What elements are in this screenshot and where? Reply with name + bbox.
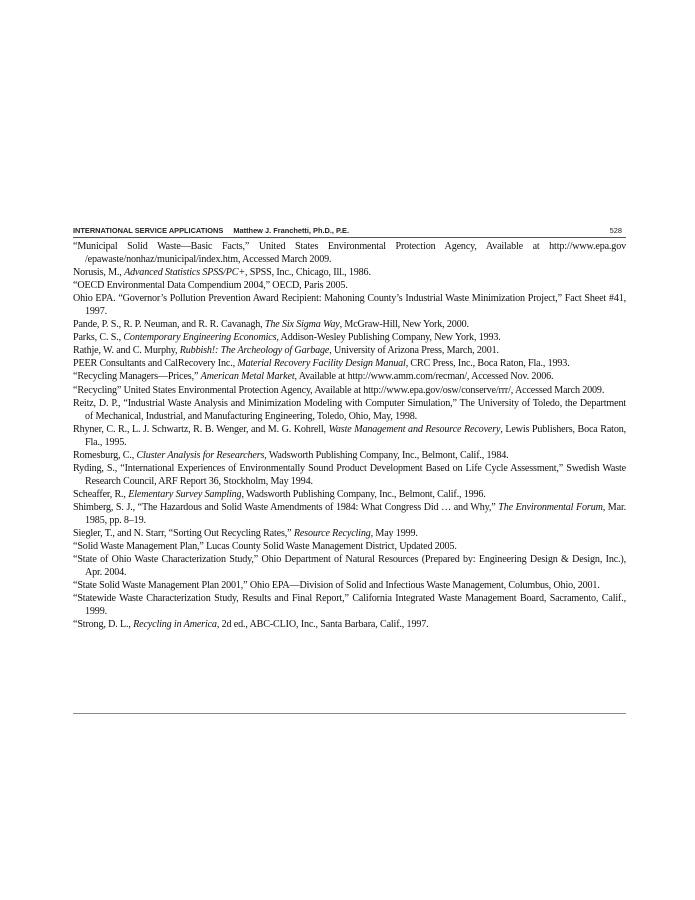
reference-entry (73, 240, 626, 266)
reference-entry (73, 331, 626, 344)
header-rule (73, 237, 626, 238)
reference-text-tail: , Addison-Wesley Publishing Company, New York, 1993. (276, 332, 501, 344)
reference-title: Waste Management and Resource Recovery (328, 423, 501, 435)
footer-rule (73, 713, 626, 714)
reference-text: Rathje, W. and C. Murphy, (73, 345, 180, 357)
page-number: 528 (609, 226, 622, 235)
reference-entry (73, 357, 626, 370)
reference-text-tail: , Lewis Publishers, Boca Raton, Fla., 1995. (85, 423, 626, 448)
header-author: Matthew J. Franchetti, Ph.D., P.E. (233, 226, 350, 235)
reference-text: Pande, P. S., R. P. Neuman, and R. R. Cavanagh, (73, 319, 265, 331)
reference-text-tail: , Wadsworth Publishing Company, Inc., Belmont, Calif., 1996. (241, 488, 486, 500)
reference-title: Elementary Survey Sampling (128, 488, 242, 500)
running-header (73, 226, 626, 235)
reference-entry (73, 423, 626, 449)
reference-title: Rubbish!: The Archeology of Garbage (179, 345, 330, 357)
reference-title: Material Recovery Facility Design Manual (237, 358, 406, 370)
reference-text: Rhyner, C. R., L. J. Schwartz, R. B. Wenger, and M. G. Kohrell, (73, 423, 329, 435)
reference-text: “State Solid Waste Management Plan 2001,” Ohio EPA—Division of Solid and Infectious Waste Management, Columbus, Ohio, 2001. (73, 580, 600, 592)
reference-entry (73, 384, 626, 397)
reference-title: American Metal Market, (200, 371, 297, 383)
reference-entry (73, 449, 626, 462)
reference-text: “Strong, D. L., (73, 619, 134, 631)
header-section-title: INTERNATIONAL SERVICE APPLICATIONS (73, 226, 224, 235)
reference-text: Ryding, S., “International Experiences of Environmentally Sound Product Development Based on Life Cycle Assessment,” Swedish Waste Research Council, ARF Report 36, Stockholm, May 1994. (73, 462, 626, 487)
reference-text: Romesburg, C., (73, 449, 137, 461)
reference-text: PEER Consultants and CalRecovery Inc., (73, 358, 238, 370)
reference-text: Ohio EPA. “Governor’s Pollution Prevention Award Recipient: Mahoning County’s Industrial Waste Minimization Project,” Fact Sheet #41, 1997. (73, 293, 626, 318)
reference-entry (73, 501, 626, 527)
reference-list (73, 240, 626, 631)
reference-text: “Recycling Managers—Prices,” (73, 371, 201, 383)
reference-text: “Solid Waste Management Plan,” Lucas County Solid Waste Management District, Updated 2005. (73, 541, 457, 553)
reference-text-tail: , 2d ed., ABC-CLIO, Inc., Santa Barbara, Calif., 1997. (216, 619, 429, 631)
reference-text-tail: May 1999. (373, 528, 418, 540)
reference-entry (73, 370, 626, 383)
reference-text: Reitz, D. P., “Industrial Waste Analysis and Minimization Modeling with Computer Simulation,” The University of Toledo, the Department of Mechanical, Industrial, and Manufacturing Engineering, Toledo, Ohio, May, 1998. (73, 397, 626, 422)
reference-text: “State of Ohio Waste Characterization Study,” Ohio Department of Natural Resources (Prepared by: Engineering Design & Design, Inc.), Apr. 2004. (73, 554, 626, 579)
reference-text: Scheaffer, R., (73, 488, 129, 500)
reference-text: Shimberg, S. J., “The Hazardous and Solid Waste Amendments of 1984: What Congress Did … and Why,” (73, 501, 499, 513)
reference-text: “Recycling” United States Environmental Protection Agency, Available at http://www.epa.gov/osw/conserve/rrr/, Accessed March 2009. (73, 384, 605, 396)
reference-entry (73, 527, 626, 540)
reference-text-tail: SPSS, Inc., Chicago, Ill., 1986. (247, 267, 371, 279)
reference-title: Cluster Analysis for Researchers (136, 449, 265, 461)
reference-text: Norusis, M., (73, 267, 125, 279)
reference-text-tail: , McGraw-Hill, New York, 2000. (339, 319, 469, 331)
reference-text-tail: , Wadsworth Publishing Company, Inc., Belmont, Calif., 1984. (264, 449, 509, 461)
reference-entry (73, 397, 626, 423)
reference-title: Recycling in America (133, 619, 217, 631)
reference-text: “Statewide Waste Characterization Study, Results and Final Report,” California Integrated Waste Management Board, Sacramento, Calif., 1999. (73, 593, 626, 618)
reference-title: Resource Recycling, (293, 528, 373, 540)
reference-text-tail: , CRC Press, Inc., Boca Raton, Fla., 1993. (405, 358, 570, 370)
reference-text: “Municipal Solid Waste—Basic Facts,” United States Environmental Protection Agency, Available at http://www.epa.gov /epawaste/nonhaz/municipal/index.htm, Accessed March 2009. (73, 241, 626, 266)
reference-entry (73, 266, 626, 279)
reference-text: Parks, C. S., (73, 332, 124, 344)
reference-title: The Environmental Forum (498, 501, 603, 513)
reference-text-tail: , University of Arizona Press, March, 2001. (329, 345, 499, 357)
reference-entry (73, 592, 626, 618)
reference-entry (73, 488, 626, 501)
reference-entry (73, 292, 626, 318)
reference-entry (73, 279, 626, 292)
reference-text-tail: Available at http://www.amm.com/recman/, Accessed Nov. 2006. (296, 371, 554, 383)
reference-title: Contemporary Engineering Economics (123, 332, 277, 344)
reference-entry (73, 462, 626, 488)
reference-entry (73, 579, 626, 592)
reference-title: The Six Sigma Way (264, 319, 340, 331)
reference-entry (73, 318, 626, 331)
reference-entry (73, 540, 626, 553)
reference-text: Siegler, T., and N. Starr, “Sorting Out Recycling Rates,” (73, 528, 294, 540)
reference-entry (73, 618, 626, 631)
reference-title: Advanced Statistics SPSS/PC+, (124, 267, 248, 279)
reference-text: “OECD Environmental Data Compendium 2004,” OECD, Paris 2005. (73, 280, 348, 292)
reference-entry (73, 553, 626, 579)
reference-text-tail: , Mar. 1985, pp. 8–19. (85, 501, 626, 526)
reference-entry (73, 344, 626, 357)
